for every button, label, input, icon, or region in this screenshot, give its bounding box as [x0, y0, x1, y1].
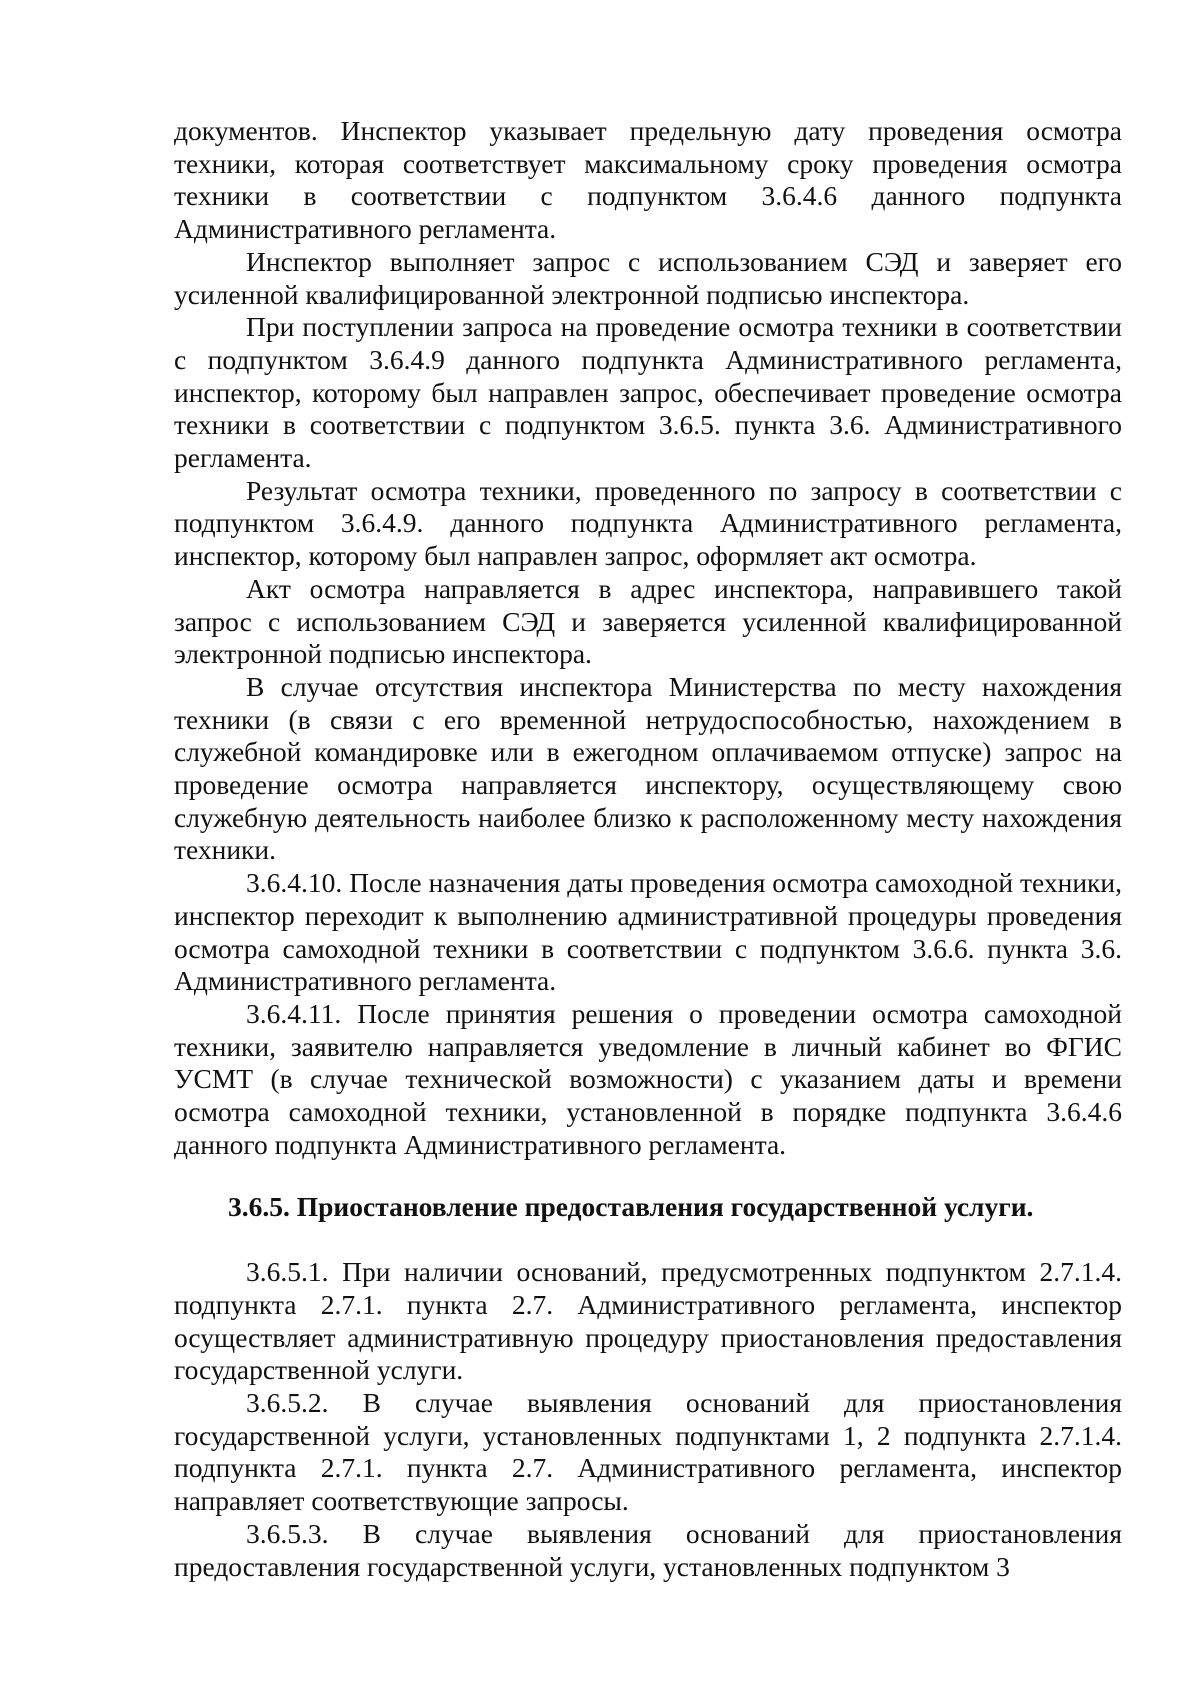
paragraph: При поступлении запроса на проведение осмотра техники в соответствии с подпунктом 3.6.4.9 данного подпункта Административного регламента, инспектор, которому был направлен запрос, обеспечивает проведение осмотра техники в соответствии с подпунктом 3.6.5. пункта 3.6. Административного регламента. — [174, 311, 1122, 474]
paragraph: документов. Инспектор указывает предельную дату проведения осмотра техники, которая соответствует максимальному сроку проведения осмотра техники в соответствии с подпунктом 3.6.4.6 данного подпункта Административного регламента. — [174, 115, 1122, 245]
paragraph: Акт осмотра направляется в адрес инспектора, направившего такой запрос с использованием СЭД и заверяется усиленной квалифицированной электронной подписью инспектора. — [174, 572, 1122, 670]
paragraph: 3.6.5.3. В случае выявления оснований для приостановления предоставления государственной услуги, установленных подпунктом 3 — [174, 1517, 1122, 1582]
paragraph: Инспектор выполняет запрос с использованием СЭД и заверяет его усиленной квалифицированной электронной подписью инспектора. — [174, 245, 1122, 310]
paragraph: В случае отсутствия инспектора Министерства по месту нахождения техники (в связи с его временной нетрудоспособностью, нахождением в служебной командировке или в ежегодном оплачиваемом отпуске) запрос на проведение осмотра направляется инспектору, осуществляющему свою служебную деятельность наиболее близко к расположенному месту нахождения техники. — [174, 670, 1122, 866]
paragraph: 3.6.5.1. При наличии оснований, предусмотренных подпунктом 2.7.1.4. подпункта 2.7.1. пункта 2.7. Административного регламента, инспектор осуществляет административную процедуру приостановления предоставления государственной услуги. — [174, 1256, 1122, 1386]
paragraph: 3.6.4.11. После принятия решения о проведении осмотра самоходной техники, заявителю направляется уведомление в личный кабинет во ФГИС УСМТ (в случае технической возможности) с указанием даты и времени осмотра самоходной техники, установленной в порядке подпункта 3.6.4.6 данного подпункта Административного регламента. — [174, 997, 1122, 1160]
spacer — [174, 1223, 1122, 1256]
section-heading: 3.6.5. Приостановление предоставления государственной услуги. — [228, 1190, 1034, 1222]
paragraph: 3.6.4.10. После назначения даты проведения осмотра самоходной техники, инспектор переходит к выполнению административной процедуры проведения осмотра самоходной техники в соответствии с подпунктом 3.6.6. пункта 3.6. Административного регламента. — [174, 867, 1122, 997]
spacer — [174, 1162, 1122, 1191]
paragraph: 3.6.5.2. В случае выявления оснований для приостановления государственной услуги, установленных подпунктами 1, 2 подпункта 2.7.1.4. подпункта 2.7.1. пункта 2.7. Административного регламента, инспектор направляет соответствующие запросы. — [174, 1387, 1122, 1517]
document-body — [174, 115, 1122, 1583]
paragraph: Результат осмотра техники, проведенного по запросу в соответствии с подпунктом 3.6.4.9. данного подпункта Административного регламента, инспектор, которому был направлен запрос, оформляет акт осмотра. — [174, 474, 1122, 572]
